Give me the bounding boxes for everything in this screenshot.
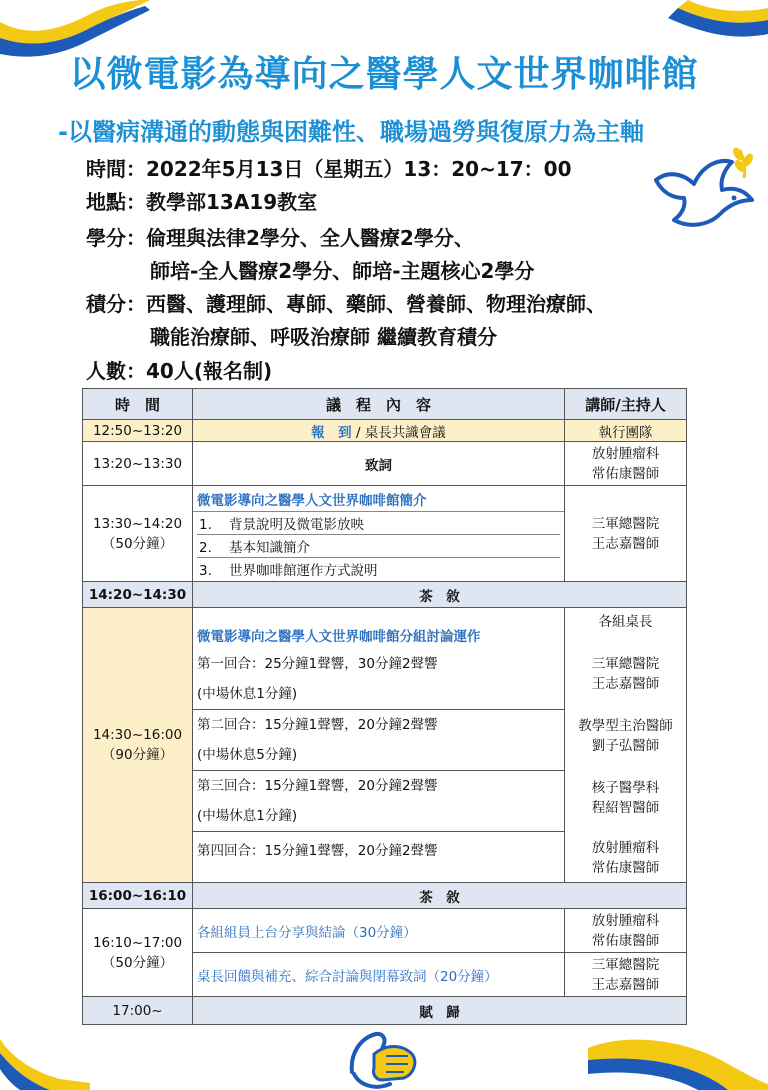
info-time: 時間：2022年5月13日（星期五）13：20~17：00 [86, 157, 572, 181]
row-time [83, 608, 193, 883]
time-duration: （90分鐘） [101, 747, 174, 763]
time-duration: （50分鐘） [101, 535, 174, 552]
row-content [193, 486, 565, 582]
table-row [83, 582, 687, 608]
info-place: 地點：教學部13A19教室 [86, 190, 318, 214]
table-row [83, 486, 687, 582]
row-time: 16:00~16:10 [83, 883, 193, 909]
host-round-4: 放射腫瘤科 常佑康醫師 [591, 840, 660, 876]
row-time [83, 909, 193, 997]
dove-icon [648, 140, 760, 232]
host-round-2: 教學型主治醫師 劉子弘醫師 [578, 718, 673, 754]
ribbon-bottom-right [588, 1020, 768, 1090]
table-row [83, 997, 687, 1025]
tea-break: 茶 敘 [193, 582, 687, 608]
session-title: 微電影導向之醫學人文世界咖啡館簡介 [193, 487, 564, 512]
info-points-1: 積分：西醫、護理師、專師、藥師、營養師、物理治療師、 [86, 292, 606, 316]
checkin-label: 報 到 [311, 424, 352, 441]
row-host [565, 486, 687, 582]
row-host: 三軍總醫院 王志嘉醫師 [565, 953, 687, 997]
header-time: 時 間 [83, 389, 193, 420]
host-round-1: 三軍總醫院 王志嘉醫師 [591, 656, 660, 692]
table-row [83, 608, 687, 883]
row-content [193, 420, 565, 442]
row-time: 14:20~14:30 [83, 582, 193, 608]
info-credits-1: 學分：倫理與法律2學分、全人醫療2學分、 [86, 226, 474, 250]
host-title: 各組桌長 [598, 614, 653, 630]
table-row [83, 883, 687, 909]
time-duration: （50分鐘） [101, 954, 174, 971]
row-host [565, 608, 687, 883]
row-host [565, 442, 687, 486]
time-range: 13:30~14:20 [92, 515, 183, 532]
handshake-icon [346, 1024, 422, 1090]
host-dept: 三軍總醫院 [591, 515, 660, 532]
row-host: 執行團隊 [565, 420, 687, 442]
schedule-table [82, 388, 687, 1025]
row-time: 12:50~13:20 [83, 420, 193, 442]
header-content: 議 程 內 容 [193, 389, 565, 420]
tea-break: 茶 敘 [193, 883, 687, 909]
row-time: 13:20~13:30 [83, 442, 193, 486]
closing: 賦 歸 [193, 997, 687, 1025]
round-2: 第二回合：15分鐘1聲響，20分鐘2聲響 (中場休息5分鐘) [193, 709, 564, 770]
time-range: 16:10~17:00 [92, 934, 183, 951]
list-item: 2. 基本知識簡介 [197, 534, 560, 557]
session-title: 微電影導向之醫學人文世界咖啡館分組討論運作 [197, 628, 481, 645]
row-content: 各組組員上台分享與結論（30分鐘） [193, 909, 565, 953]
info-people: 人數：40人(報名制) [86, 359, 273, 383]
row-content [193, 608, 565, 883]
host-round-3: 核子醫學科 程紹智醫師 [591, 780, 660, 816]
round-4: 第四回合：15分鐘1聲響，20分鐘2聲響 [193, 831, 564, 870]
table-header-row [83, 389, 687, 420]
table-row [83, 420, 687, 442]
info-points-2: 職能治療師、呼吸治療師 繼續教育積分 [150, 325, 497, 349]
table-row [83, 442, 687, 486]
page-subtitle: -以醫病溝通的動態與困難性、職場過勞與復原力為主軸 [58, 118, 644, 146]
list-item: 1. 背景說明及微電影放映 [199, 517, 364, 533]
row-content: 桌長回饋與補充、綜合討論與閉幕致詞（20分鐘） [193, 953, 565, 997]
host-dept: 放射腫瘤科 [591, 445, 660, 462]
time-range: 14:30~16:00 [92, 727, 183, 743]
table-row [83, 909, 687, 953]
round-1: 第一回合：25分鐘1聲響，30分鐘2聲響 (中場休息1分鐘) [197, 655, 438, 702]
page-title: 以微電影為導向之醫學人文世界咖啡館 [69, 54, 699, 95]
row-content: 致詞 [193, 442, 565, 486]
row-time [83, 486, 193, 582]
checkin-meeting: / 桌長共識會議 [351, 424, 446, 441]
round-3: 第三回合：15分鐘1聲響，20分鐘2聲響 (中場休息1分鐘) [193, 770, 564, 831]
host-name: 王志嘉醫師 [591, 535, 660, 552]
row-time: 17:00~ [83, 997, 193, 1025]
row-host: 放射腫瘤科 常佑康醫師 [565, 909, 687, 953]
info-credits-2: 師培-全人醫療2學分、師培-主題核心2學分 [150, 259, 535, 283]
host-name: 常佑康醫師 [591, 465, 660, 482]
header-host: 講師/主持人 [565, 389, 687, 420]
list-item: 3. 世界咖啡館運作方式說明 [197, 557, 560, 580]
ribbon-bottom-left [0, 1035, 90, 1090]
